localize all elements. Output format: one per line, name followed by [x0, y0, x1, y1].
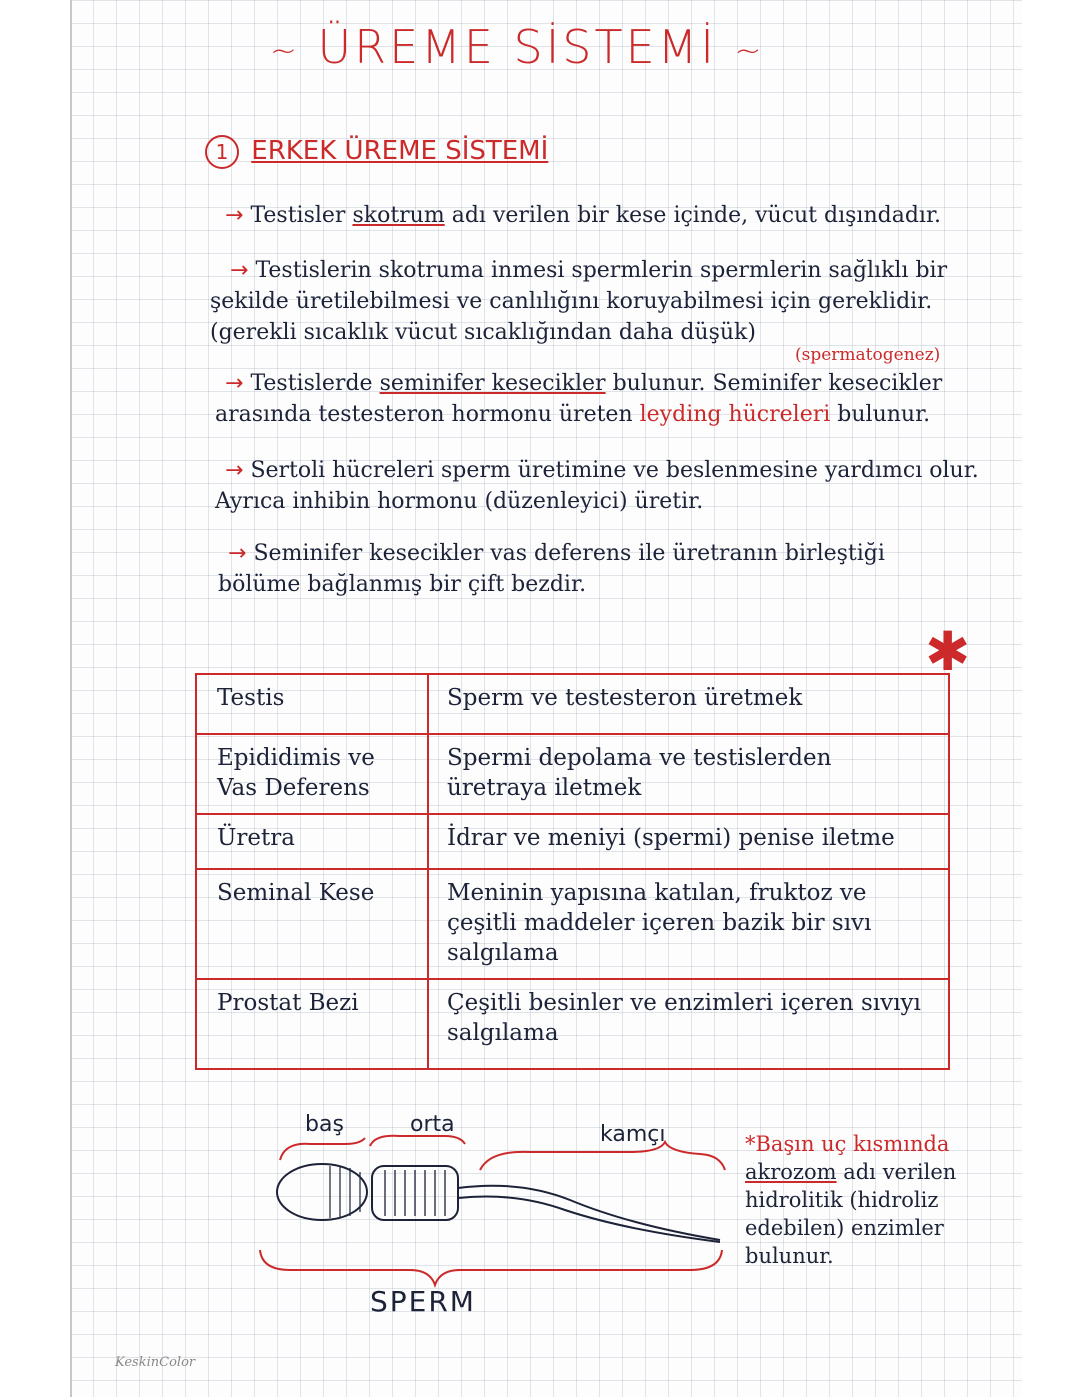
organ-cell: Testis	[196, 674, 428, 734]
paragraph-4	[215, 455, 979, 517]
note-line2b: adı verilen	[836, 1160, 957, 1184]
bracket-middle	[370, 1136, 465, 1146]
note-term-akrozom: akrozom	[745, 1160, 837, 1184]
sperm-tail-upper	[458, 1186, 720, 1240]
table-row	[196, 674, 949, 734]
p3-text-c: bulunur. Seminifer kesecikler	[605, 371, 943, 396]
organ-cell: Epididimis ve Vas Deferens	[196, 734, 428, 814]
paragraph-3	[215, 368, 942, 430]
acrosome-note	[745, 1130, 956, 1270]
p5-line1: Seminifer kesecikler vas deferens ile üretranın birleştiği	[253, 541, 885, 566]
title-deco-right: ~	[734, 31, 765, 70]
organ-cell: Üretra	[196, 814, 428, 869]
page-margin-line	[70, 0, 72, 1397]
section-heading-text: ERKEK ÜREME SİSTEMİ	[251, 136, 549, 166]
function-cell: Spermi depolama ve testislerden üretraya iletmek	[428, 734, 949, 814]
label-middle: orta	[410, 1112, 455, 1137]
table-row	[196, 869, 949, 979]
paragraph-2	[210, 255, 947, 348]
important-star-icon: ✱	[925, 620, 971, 683]
p2-line2: şekilde üretilebilmesi ve canlılığını koruyabilmesi için gereklidir.	[210, 289, 933, 314]
sperm-label: SPERM	[370, 1285, 476, 1318]
p3-text-d: arasında testesteron hormonu üreten	[215, 402, 640, 427]
bracket-head	[280, 1138, 365, 1160]
p1-text-a: Testisler	[250, 203, 353, 228]
function-cell: Sperm ve testesteron üretmek	[428, 674, 949, 734]
page-title	[270, 20, 764, 74]
paragraph-1	[225, 200, 941, 231]
p3-text-f: bulunur.	[830, 402, 931, 427]
function-cell: Meninin yapısına katılan, fruktoz ve çeşitli maddeler içeren bazik bir sıvı salgılama	[428, 869, 949, 979]
arrow-icon: →	[225, 458, 244, 483]
p2-line3: (gerekli sıcaklık vücut sıcaklığından daha düşük)	[210, 320, 756, 345]
bracket-tail	[480, 1142, 725, 1170]
p4-line1: Sertoli hücreleri sperm üretimine ve beslenmesine yardımcı olur.	[250, 458, 979, 483]
sperm-head	[277, 1164, 367, 1220]
note-line3: hidrolitik (hidroliz	[745, 1188, 939, 1212]
sperm-midpiece-coils	[385, 1170, 445, 1216]
spermatogenez-note: (spermatogenez)	[795, 345, 941, 365]
organ-cell: Seminal Kese	[196, 869, 428, 979]
sperm-tail-lower	[458, 1197, 720, 1243]
label-head: baş	[305, 1112, 344, 1137]
arrow-icon: →	[225, 203, 244, 228]
p2-line1: Testislerin skotruma inmesi spermlerin spermlerin sağlıklı bir	[255, 258, 948, 283]
label-tail: kamçı	[600, 1122, 666, 1147]
note-line1: *Başın uç kısmında	[745, 1132, 950, 1156]
sperm-drawing	[250, 1130, 740, 1290]
table-row	[196, 814, 949, 869]
title-deco-left: ~	[270, 31, 300, 70]
organ-cell: Prostat Bezi	[196, 979, 428, 1069]
p3-term-seminifer: seminifer kesecikler	[379, 371, 606, 396]
section-number: 1	[205, 135, 239, 169]
p3-term-leyding: leyding hücreleri	[639, 402, 831, 427]
function-cell: Çeşitli besinler ve enzimleri içeren sıvıyı salgılama	[428, 979, 949, 1069]
note-line5: bulunur.	[745, 1244, 834, 1268]
function-cell: İdrar ve meniyi (spermi) penise iletme	[428, 814, 949, 869]
brand-watermark: KeskinColor	[115, 1355, 196, 1370]
paragraph-5	[218, 538, 885, 600]
p4-line2: Ayrıca inhibin hormonu (düzenleyici) üretir.	[215, 489, 704, 514]
bracket-sperm	[260, 1250, 722, 1285]
arrow-icon: →	[228, 541, 247, 566]
table-row	[196, 979, 949, 1069]
arrow-icon: →	[230, 258, 249, 283]
title-text: ÜREME SİSTEMİ	[317, 20, 717, 74]
organ-function-table	[195, 673, 950, 1070]
note-line4: edebilen) enzimler	[745, 1216, 944, 1240]
p1-text-c: adı verilen bir kese içinde, vücut dışındadır.	[444, 203, 942, 228]
p5-line2: bölüme bağlanmış bir çift bezdir.	[218, 572, 587, 597]
p1-term-skotrum: skotrum	[352, 203, 445, 228]
table-row	[196, 734, 949, 814]
section-heading	[205, 135, 548, 169]
p3-text-a: Testislerde	[250, 371, 380, 396]
arrow-icon: →	[225, 371, 244, 396]
